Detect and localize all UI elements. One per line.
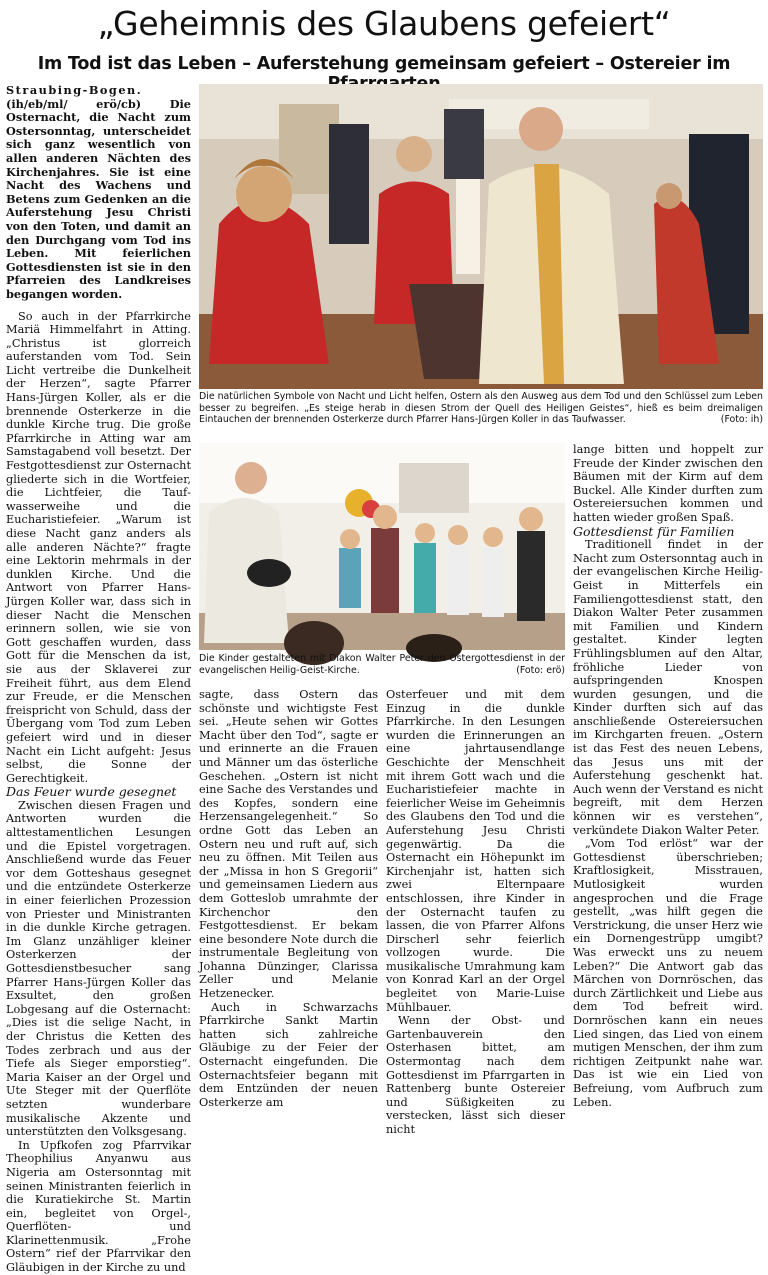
caption-text: Die natürlichen Symbole von Nacht und Licht helfen, Ostern als den Ausweg aus dem Tod und den Schlüssel zum Leben besser zu begreifen. „Es steige herab in diesen Strom der Quell des Heiligen Geistes“, hieß es beim dreimaligen Eintauchen der brennenden Osterkerze durch Pfarrer Hans-Jürgen Koller in das Taufwasser. (199, 391, 763, 426)
photo1-caption (199, 391, 763, 426)
dateline: Straubing-Bogen. (6, 83, 143, 97)
paragraph: Wenn der Obst- und Gartenbauverein den Osterhasen bittet, am Ostermontag nach dem Gottesdienst im Pfarrgarten in Rattenberg bunte Ostereier und Süßigkeiten zu verstecken, lässt sich dieser nicht (386, 1014, 565, 1136)
paragraph: Traditionell findet in der Nacht zum Ostersonntag auch in der evangelischen Kirche Heilig-Geist in Mitterfels ein Familiengottesdienst statt, den Diakon Walter Peter zusammen mit Familien und Kindern gestaltet. Kinder legten Frühlingsblumen auf den Altar, fröhliche Lieder von aufspringenden Knospen wurden gesungen, und die Kinder durften sich auf das anschließende Ostereiersuchen im Kirchgarten freuen. „Ostern ist das Fest des neuen Lebens, das Jesus uns mit der Auferstehung geschenkt hat. Auch wenn der Verstand es nicht begreift, mit dem Herzen können wir es verstehen“, verkündete Diakon Walter Peter. (573, 538, 763, 837)
subheadline: Im Tod ist das Leben – Auferstehung gemeinsam gefeiert – Ostereier im (37, 54, 731, 74)
article-column-3 (386, 688, 565, 1136)
article-column-1 (6, 83, 191, 1275)
subheading-familien: Gottesdienst für Familien (573, 523, 735, 539)
paragraph: Zwischen diesen Fragen und Antworten wurden die alttestamentlichen Lesungen und die Epistel vorgetragen. Anschließend wurde das Feuer vor dem Gotteshaus gesegnet und die entzündete Osterkerze in einer feierlichen Prozession von Priester und Ministranten in die dunkle Kirche getragen. Im Glanz unzähliger kleiner Osterkerzen der Gottesdienstbesucher sang Pfarrer Hans-Jürgen Koller das Exsultet, den großen Lobgesang auf die Osternacht: „Dies ist die selige Nacht, in der Christus die Ketten des Todes zerbrach und aus der Tiefe als Sieger emporstieg“. Maria Kaiser an der Orgel und Ute Steger mit der Querflöte setzten wunderbare musikalische Akzente und unterstützten den Volksgesang. (6, 798, 191, 1139)
caption-text: Die Kinder gestalteten mit Diakon Walter Peter den Ostergottesdienst in der evangelischen Heilig-Geist-Kirche. (199, 653, 565, 676)
photo-credit: (Foto: ih) (720, 414, 763, 426)
article-column-2 (199, 688, 378, 1109)
photo-easter-candle (199, 84, 763, 389)
article-column-right (573, 443, 763, 1109)
paragraph: „Vom Tod erlöst“ war der Gottesdienst überschrieben; Kraftlosigkeit, Misstrauen, Mutlosigkeit wurden angesprochen und die Frage gestellt, „was hilft gegen die Verstrickung, die unser Herz wie ein Dornengestrüpp umgibt? Was erweckt uns zu neuem Leben?“ Die Antwort gab das Märchen von Dornröschen, das durch Zärtlichkeit und Liebe aus dem Tod befreit wird. Dornröschen kann ein neues Lied singen, das Lied von einem mutigen Menschen, der ihm zum richtigen Zeitpunkt nahe war. Das ist wie ein Lied von Befreiung, vom Aufbruch zum Leben. (573, 837, 763, 1109)
paragraph: lange bitten und hoppelt zur Freude der Kinder zwischen den Bäumen mit der Kirm auf dem Buckel. Alle Kinder durften zum Ostereiersuchen kommen und hatten wieder großen Spaß. (573, 443, 763, 524)
paragraph: Osterfeuer und mit dem Einzug in die dunkle Pfarrkirche. In den Lesungen wurden die Erinnerungen an eine jahrtausendlange Geschichte der Menschheit mit ihrem Gott wach und die Eucharistiefeier machte in feierlicher Weise im Geheimnis des Glaubens den Tod und die Auferstehung Jesu Christi gegenwärtig. Da die Osternacht ein Höhepunkt im Kirchenjahr ist, hatten sich zwei Elternpaare entschlossen, ihre Kinder in der Osternacht taufen zu lassen, die von Pfarrer Alfons Dirscherl sehr feierlich vollzogen wurde. Die musikalische Umrahmung kam von Konrad Karl an der Orgel begleitet von Marie-Luise Mühlbauer. (386, 688, 565, 1014)
photo-children-service (199, 443, 565, 650)
headline: „Geheimnis des Glaubens gefeiert“ (97, 4, 671, 43)
paragraph: sagte, dass Ostern das schönste und wichtigste Fest sei. „Heute sehen wir Gottes Macht über den Tod“, sagte er und erinnerte an die Frauen und Männer um das österliche Geschehen. „Ostern ist nicht eine Sache des Verstandes und des Kopfes, sondern eine Herzensangelegenheit.“ So ordne Gott das Leben an Ostern neu und ruft auf, sich neu zu öffnen. Mit Teilen aus der „Missa in hon S Gregorii“ und gemeinsamen Liedern aus dem Gotteslob umrahmte der Kirchenchor den Festgottesdienst. Er bekam eine besondere Note durch die instrumentale Begleitung von Johanna Dünzinger, Clarissa Zeller und Melanie Hetzenecker. (199, 688, 378, 1001)
photo-credit: (Foto: erö) (516, 664, 565, 676)
subheading-feuer: Das Feuer wurde gesegnet (6, 784, 177, 800)
paragraph: In Upfkofen zog Pfarrvikar Theophilius Anyanwu aus Nigeria am Ostersonntag mit seinen Ministranten feierlich in die Kuratiekirche St. Martin ein, begleitet von Orgel-, Querflöten- und Klarinettenmusik. „Frohe Ostern“ rief der Pfarrvikar den Gläubigen in der Kirche zu und (6, 1138, 191, 1275)
lead-text: (ih/eb/ml/ erö/cb) Die Osternacht, die Nacht zum Ostersonntag, unterscheidet sich ganz wesentlich von allen anderen Nächten des Kirchenjahres. Sie ist eine Nacht des Wachens und Betens zum Gedenken an die Auferstehung Jesu Christi von den Toten, und damit an den Durchgang vom Tod ins Leben. Mit feierlichen Gottesdiensten ist sie in den Pfarreien des Landkreises begangen worden. (6, 96, 191, 301)
lead-paragraph (6, 84, 191, 302)
paragraph: So auch in der Pfarrkirche Mariä Himmelfahrt in Atting. „Christus ist glorreich auferstanden vom Tod. Sein Licht vertreibe die Dunkelheit der Herzen“, sagte Pfarrer Hans-Jürgen Koller, als er die brennende Osterkerze in die dunkle Kirche trug. Die große Pfarrkirche in Atting war am Samstagabend voll besetzt. Der Festgottesdienst zur Osternacht gliederte sich in die Wortfeier, die Lichtfeier, die Taufwasserweihe und die Eucharistiefeier. „Warum ist diese Nacht ganz anders als alle anderen Nächte?“ fragte eine Lektorin mehrmals in der dunklen Kirche. Und die Antwort von Pfarrer Hans-Jürgen Koller war, dass sich in dieser Nacht die Menschen erinnern sollen, wie sie von Gott geschaffen wurden, dass Gott für die Menschen da ist, sie aus der Sklaverei zur Freiheit führt, aus dem Elend zur Freude, er die Menschen freispricht von Schuld, dass der Übergang vom Tod zum Leben gefeiert wird und in dieser Nacht ein Licht aufgeht: Jesus selbst, die Sonne der Gerechtigkeit. (6, 309, 191, 785)
photo2-caption (199, 653, 565, 676)
paragraph: Auch in Schwarzachs Pfarrkirche Sankt Martin hatten sich zahlreiche Gläubige zu der Feier der Osternacht eingefunden. Die Osternachtsfeier begann mit dem Entzünden der neuen Osterkerze am (199, 1000, 378, 1109)
